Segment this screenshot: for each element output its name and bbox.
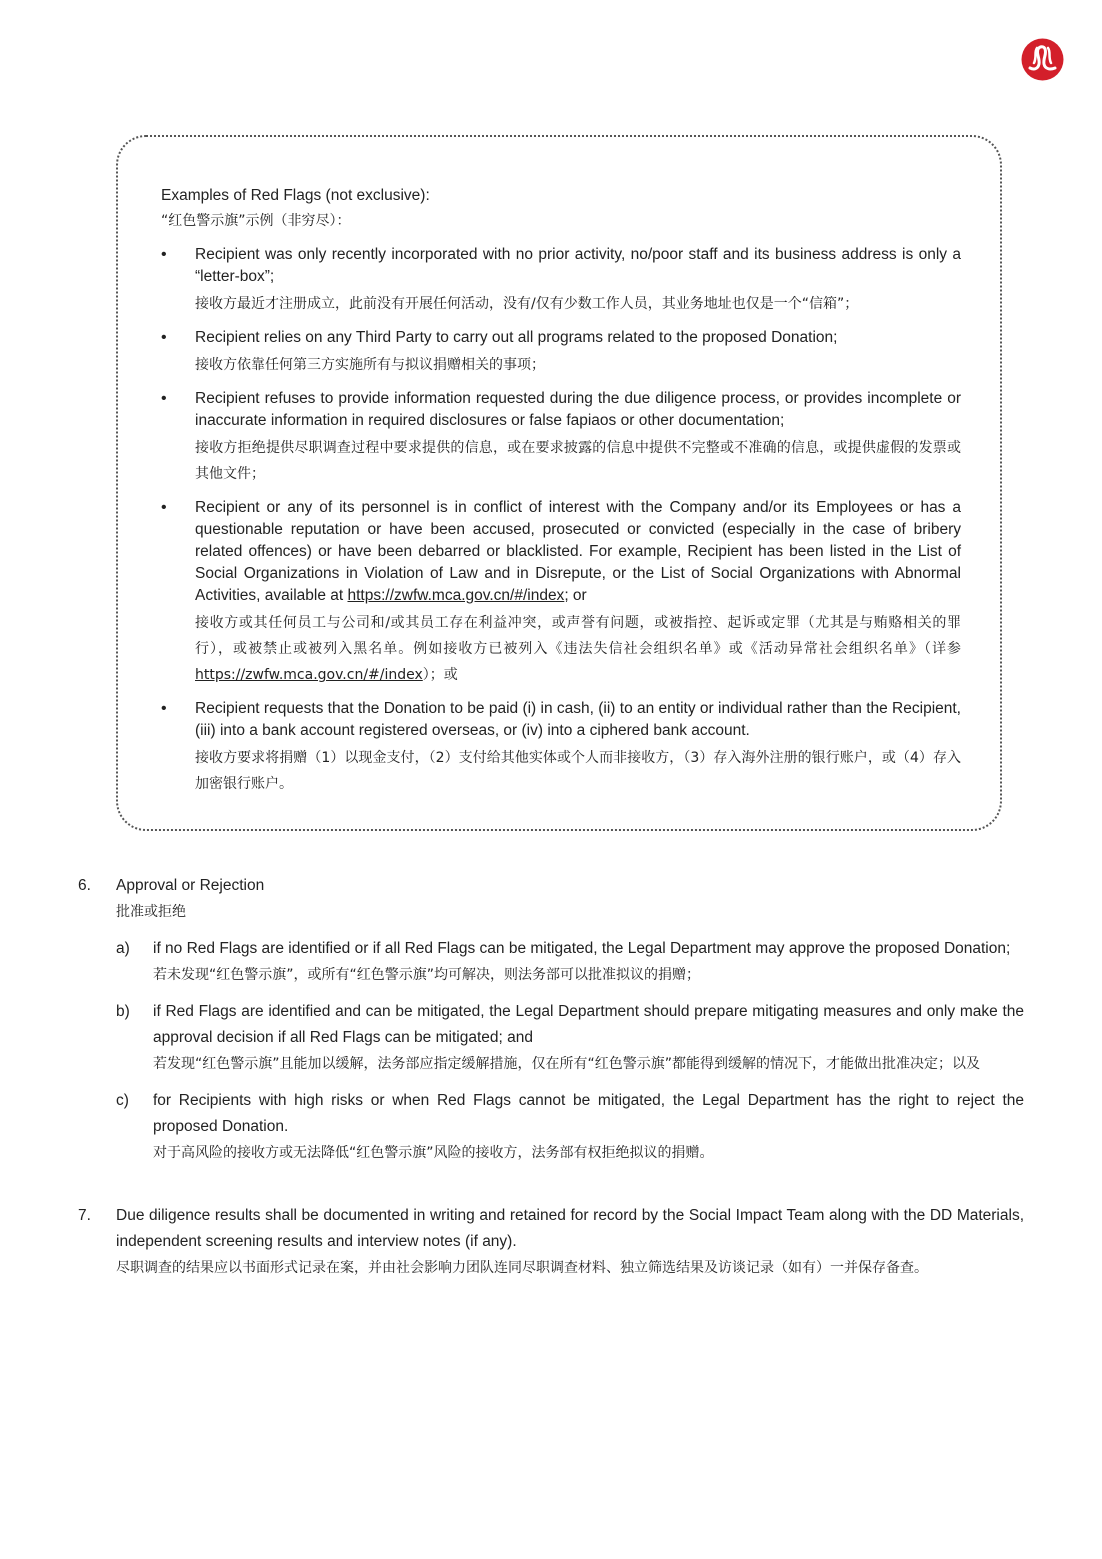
red-flag-en-suffix: ; or [564,587,587,604]
section-header [116,873,1024,925]
red-flag-zh [195,610,961,688]
red-flags-content [161,185,961,797]
sub-item-c [116,1088,1024,1166]
red-flags-list [161,244,961,797]
red-flag-zh-text: 接收方或其任何员工与公司和/或其员工存在利益冲突，或声誉有问题，或被指控、起诉或定罪（尤其是与贿赂相关的罪行），或被禁止或被列入黑名单。例如接收方已被列入《违法失信社会组织名单》或《活动异常社会组织名单》（详参 [195,615,961,657]
section-number: 6. [78,877,91,894]
section-body [116,1203,1024,1281]
sub-item-label: a) [116,940,130,957]
red-flags-box [116,135,1002,831]
lululemon-logo [1021,38,1064,81]
section-number: 7. [78,1207,91,1224]
red-flag-en: Recipient refuses to provide information requested during the due diligence process, or provides incomplete or inaccurate information in required disclosures or false fapiaos or other documentation; [195,390,961,429]
sub-item-zh: 若发现“红色警示旗”且能加以缓解，法务部应指定缓解措施，仅在所有“红色警示旗”都能得到缓解的情况下，才能做出批准决定；以及 [153,1056,981,1072]
bullet-icon: • [161,390,167,407]
red-flag-zh-suffix: ）；或 [422,667,458,683]
bullet-icon: • [161,499,167,516]
section-title-zh: 批准或拒绝 [116,904,186,920]
red-flag-zh: 接收方依靠任何第三方实施所有与拟议捐赠相关的事项； [195,357,545,373]
sub-item-label: c) [116,1092,129,1109]
sub-item-zh: 若未发现“红色警示旗”，或所有“红色警示旗”均可解决，则法务部可以批准拟议的捐赠； [153,967,701,983]
sub-item-en: if Red Flags are identified and can be mitigated, the Legal Department should prepare mitigating measures and only make the approval decision if all Red Flags can be mitigated; and [153,1003,1024,1046]
section-title-en: Approval or Rejection [116,877,265,894]
red-flag-en: Recipient was only recently incorporated with no prior activity, no/poor staff and its business address is only a “letter-box”; [195,246,961,285]
section-7-en: Due diligence results shall be documented in writing and retained for record by the Social Impact Team along with the DD Materials, independent screening results and interview notes (if any). [116,1207,1024,1250]
red-flag-zh: 接收方最近才注册成立，此前没有开展任何活动，没有/仅有少数工作人员，其业务地址也仅是一个“信箱”； [195,296,859,312]
red-flags-heading-zh: “红色警示旗”示例（非穷尽）： [161,213,351,229]
section-7-zh: 尽职调查的结果应以书面形式记录在案，并由社会影响力团队连同尽职调查材料、独立筛选结果及访谈记录（如有）一并保存备查。 [116,1260,928,1276]
sub-item-zh: 对于高风险的接收方或无法降低“红色警示旗”风险的接收方，法务部有权拒绝拟议的捐赠。 [153,1145,714,1161]
section-6 [78,873,1024,1166]
bullet-icon: • [161,246,167,263]
mca-list-link[interactable]: https://zwfw.mca.gov.cn/#/index [347,587,565,604]
red-flag-item [161,244,961,317]
sub-item-b [116,999,1024,1077]
red-flag-item [161,497,961,688]
section-7 [78,1203,1024,1281]
red-flag-item [161,327,961,378]
red-flag-en: Recipient relies on any Third Party to carry out all programs related to the proposed Donation; [195,329,838,346]
sub-item-en: for Recipients with high risks or when Red Flags cannot be mitigated, the Legal Department has the right to reject the proposed Donation. [153,1092,1024,1135]
red-flag-item [161,388,961,487]
bullet-icon: • [161,329,167,346]
sub-item-label: b) [116,1003,130,1020]
red-flag-zh: 接收方拒绝提供尽职调查过程中要求提供的信息，或在要求披露的信息中提供不完整或不准确的信息，或提供虚假的发票或其他文件； [195,440,961,482]
red-flag-en-text: Recipient or any of its personnel is in conflict of interest with the Company and/or its Employees or has a questionable reputation or have been accused, prosecuted or convicted (especially in the case of bribery related offences) or have been debarred or blacklisted. For example, Recipient has been listed in the List of Social Organizations in Violation of Law and in Disrepute, or the List of Social Organizations with Abnormal Activities, available at [195,499,961,604]
sub-item-a [116,936,1024,988]
red-flag-en [195,497,961,607]
red-flag-zh: 接收方要求将捐赠（1）以现金支付，（2）支付给其他实体或个人而非接收方，（3）存入海外注册的银行账户，或（4）存入加密银行账户。 [195,750,961,792]
red-flag-item [161,698,961,797]
bullet-icon: • [161,700,167,717]
mca-list-link-zh[interactable]: https://zwfw.mca.gov.cn/#/index [195,667,423,683]
red-flags-heading-en: Examples of Red Flags (not exclusive): [161,187,430,204]
sub-item-en: if no Red Flags are identified or if all Red Flags can be mitigated, the Legal Department may approve the proposed Donation; [153,940,1011,957]
red-flag-en: Recipient requests that the Donation to be paid (i) in cash, (ii) to an entity or individual rather than the Recipient, (iii) into a bank account registered overseas, or (iv) into a ciphered bank account. [195,700,961,739]
